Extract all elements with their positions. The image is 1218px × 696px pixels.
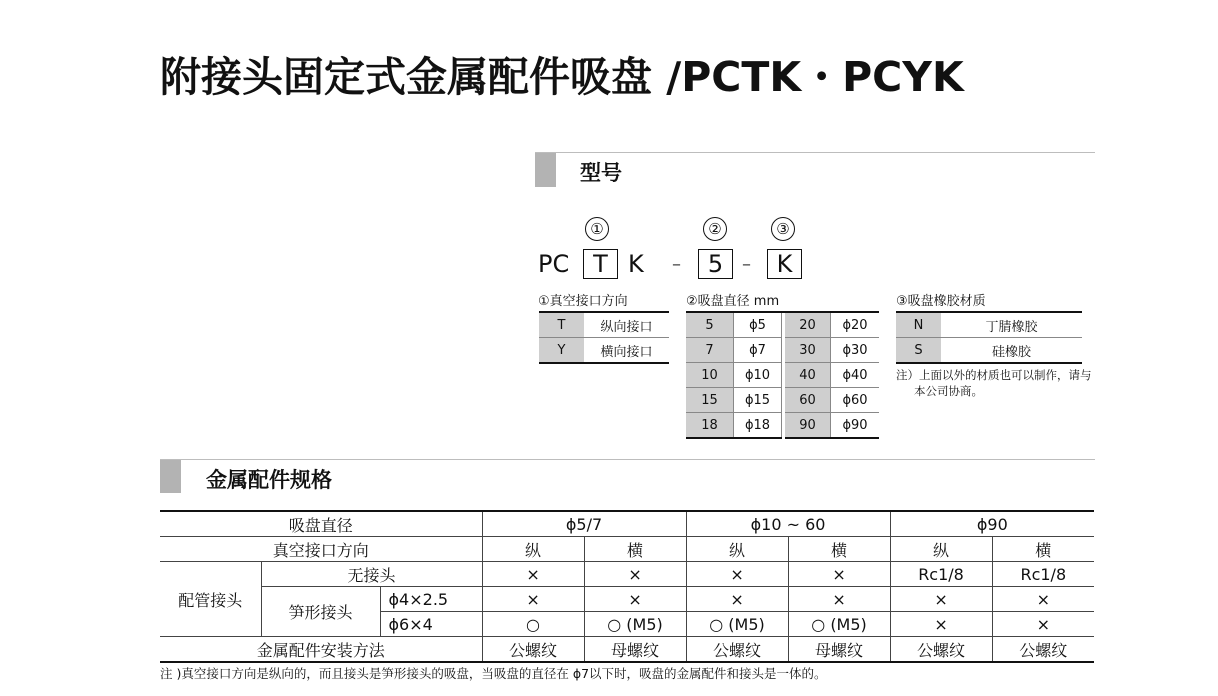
marker-1: ① [585,217,609,241]
diameter-value: ϕ5 [734,312,782,338]
material-desc: 丁腈橡胶 [941,312,1082,338]
material-label: ③吸盘橡胶材质 [896,294,986,309]
spec-cell: ○ (M5) [584,612,686,637]
spec-section-rule [160,459,1095,460]
diameter-row [686,388,879,413]
material-row [896,338,1082,364]
spec-cell: × [992,612,1094,637]
spec-port-direction-header: 真空接口方向 [160,537,482,562]
spec-cell: × [686,562,788,587]
spec-cell: × [788,562,890,587]
spec-row-none [160,562,1094,587]
spec-cell: Rc1/8 [890,562,992,587]
spec-cell: × [992,587,1094,612]
diameter-row [686,363,879,388]
diameter-code: 15 [686,388,734,413]
direction-row [539,312,669,338]
diameter-value: ϕ18 [734,413,782,439]
diameter-value: ϕ15 [734,388,782,413]
diameter-row [686,338,879,363]
spec-group: ϕ90 [890,511,1094,537]
spec-cell: ○ (M5) [788,612,890,637]
spec-table [160,510,1094,663]
material-desc: 硅橡胶 [941,338,1082,364]
material-row [896,312,1082,338]
code-box-material: K [767,249,802,279]
model-section-rule [535,152,1095,153]
spec-cell: 公螺纹 [482,637,584,663]
diameter-code: 7 [686,338,734,363]
diameter-code: 60 [785,388,831,413]
spec-group: ϕ10 ~ 60 [686,511,890,537]
model-section-bar [535,153,556,187]
spec-cell: × [584,587,686,612]
spec-cell: × [890,587,992,612]
material-code: N [896,312,941,338]
diameter-value: ϕ7 [734,338,782,363]
spec-pad-diameter-header: 吸盘直径 [160,511,482,537]
diameter-table [686,311,879,439]
spec-mount-header: 金属配件安装方法 [160,637,482,663]
spec-cell: ○ (M5) [686,612,788,637]
direction-code: T [539,312,584,338]
material-note-line1: 注）上面以外的材质也可以制作，请与 [896,368,1092,382]
spec-direction: 横 [788,537,890,562]
diameter-value: ϕ60 [831,388,880,413]
spec-cell: 公螺纹 [992,637,1094,663]
spec-cell: × [482,587,584,612]
spec-row-diameter [160,511,1094,537]
marker-3: ③ [771,217,795,241]
page-title: 附接头固定式金属配件吸盘 /PCTK・PCYK [160,53,964,101]
spec-cell: × [482,562,584,587]
diameter-label: ②吸盘直径 mm [686,294,780,309]
diameter-row [686,413,879,439]
spec-section-heading: 金属配件规格 [206,468,332,492]
diameter-value: ϕ90 [831,413,880,439]
diameter-value: ϕ40 [831,363,880,388]
spec-cell: 母螺纹 [788,637,890,663]
marker-2: ② [703,217,727,241]
code-box-direction: T [583,249,618,279]
spec-row-mount [160,637,1094,663]
spec-cell: 公螺纹 [890,637,992,663]
spec-none-header: 无接头 [261,562,482,587]
spec-cell: × [788,587,890,612]
diameter-code: 10 [686,363,734,388]
direction-row [539,338,669,364]
diameter-value: ϕ30 [831,338,880,363]
diameter-code: 40 [785,363,831,388]
spec-direction: 纵 [890,537,992,562]
spec-cell: × [686,587,788,612]
spec-barb-header: 笋形接头 [261,587,380,637]
direction-label: ①真空接口方向 [538,294,628,309]
direction-desc: 横向接口 [584,338,669,364]
code-box-diameter: 5 [698,249,733,279]
diameter-value: ϕ10 [734,363,782,388]
spec-direction: 横 [992,537,1094,562]
footnote: 注 )真空接口方向是纵向的，而且接头是笋形接头的吸盘，当吸盘的直径在 ϕ7以下时，吸盘的金属配件和接头是一体的。 [160,666,827,681]
diameter-code: 20 [785,312,831,338]
direction-desc: 纵向接口 [584,312,669,338]
spec-group: ϕ5/7 [482,511,686,537]
spec-row-barb-a [160,587,1094,612]
spec-cell: ○ [482,612,584,637]
spec-cell: × [890,612,992,637]
spec-cell: × [584,562,686,587]
spec-barb-size: ϕ6×4 [380,612,482,637]
diameter-code: 90 [785,413,831,439]
spec-direction: 纵 [686,537,788,562]
spec-direction: 纵 [482,537,584,562]
diameter-code: 30 [785,338,831,363]
material-table [896,311,1082,364]
spec-barb-size: ϕ4×2.5 [380,587,482,612]
spec-cell: 公螺纹 [686,637,788,663]
code-prefix: PC [538,250,570,278]
model-section-heading: 型号 [580,161,622,185]
diameter-code: 5 [686,312,734,338]
spec-direction: 横 [584,537,686,562]
spec-cell: 母螺纹 [584,637,686,663]
spec-section-bar [160,460,181,493]
spec-row-direction [160,537,1094,562]
code-dash-2: – [742,254,751,275]
material-note-line2: 本公司协商。 [914,384,983,398]
code-k: K [628,250,644,278]
spec-fitting-header: 配管接头 [160,562,261,637]
material-code: S [896,338,941,364]
diameter-row [686,312,879,338]
direction-table [539,311,669,364]
direction-code: Y [539,338,584,364]
diameter-value: ϕ20 [831,312,880,338]
diameter-code: 18 [686,413,734,439]
code-dash-1: – [672,254,681,275]
spec-cell: Rc1/8 [992,562,1094,587]
